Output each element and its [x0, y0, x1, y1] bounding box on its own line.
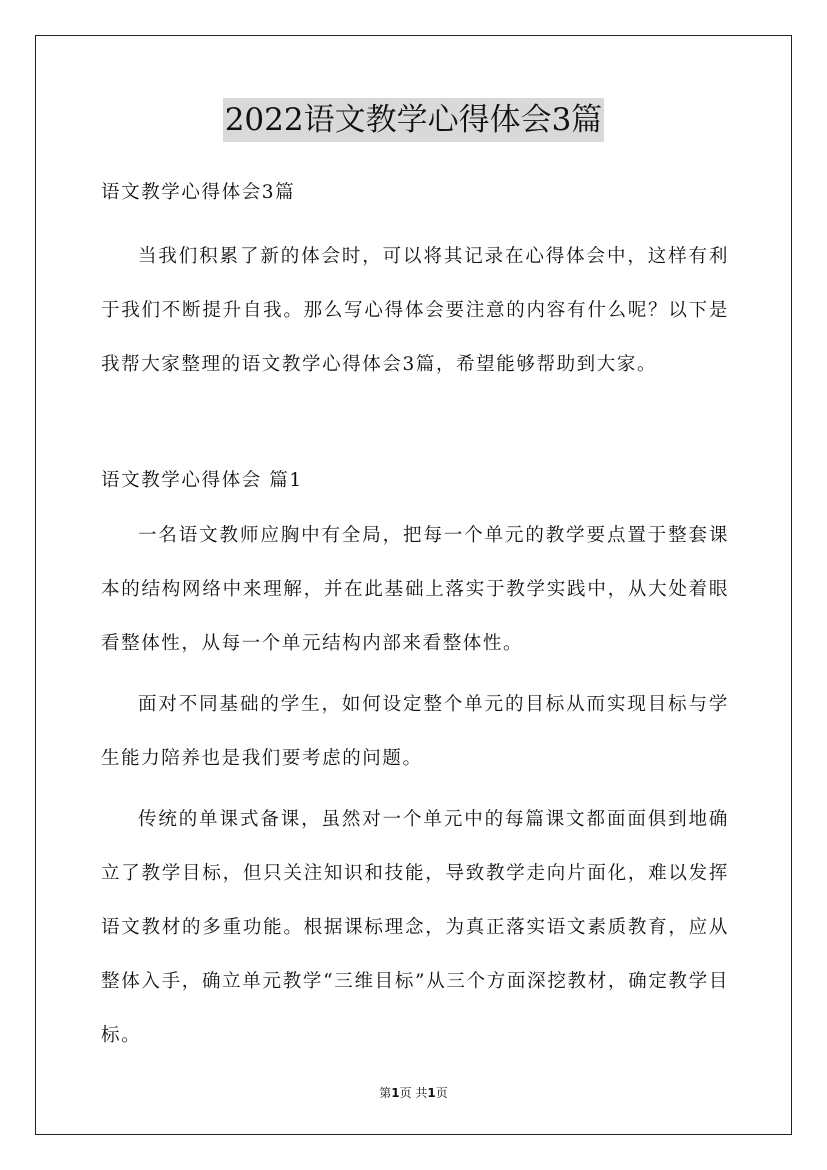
footer-suffix: 页 [435, 1086, 448, 1100]
body-paragraph-2: 面对不同基础的学生，如何设定整个单元的目标从而实现目标与学生能力陪养也是我们要考虑的问题。 [101, 694, 729, 769]
footer-current-page: 1 [391, 1086, 400, 1100]
page-footer [0, 1084, 827, 1101]
title-container [0, 98, 827, 142]
body-paragraph-3: 传统的单课式备课，虽然对一个单元中的每篇课文都面面俱到地确立了教学目标，但只关注知识和技能，导致教学走向片面化，难以发挥语文教材的多重功能。根据课标理念，为真正落实语文素质教育，应从整体入手，确立单元教学“三维目标”从三个方面深挖教材，确定教学目标。 [101, 809, 729, 1046]
document-title: 2022语文教学心得体会3篇 [223, 98, 605, 142]
section-heading: 语文教学心得体会 篇1 [101, 470, 303, 491]
footer-total-pages: 1 [427, 1086, 436, 1100]
document-subtitle: 语文教学心得体会3篇 [101, 182, 296, 203]
footer-middle: 页 共 [399, 1086, 428, 1100]
document-body [101, 175, 729, 1063]
footer-prefix: 第 [379, 1086, 392, 1100]
intro-paragraph: 当我们积累了新的体会时，可以将其记录在心得体会中，这样有利于我们不断提升自我。那么写心得体会要注意的内容有什么呢？以下是我帮大家整理的语文教学心得体会3篇，希望能够帮助到大家。 [101, 246, 729, 375]
body-paragraph-1: 一名语文教师应胸中有全局，把每一个单元的教学要点置于整套课本的结构网络中来理解，并在此基础上落实于教学实践中，从大处着眼看整体性，从每一个单元结构内部来看整体性。 [101, 525, 729, 654]
